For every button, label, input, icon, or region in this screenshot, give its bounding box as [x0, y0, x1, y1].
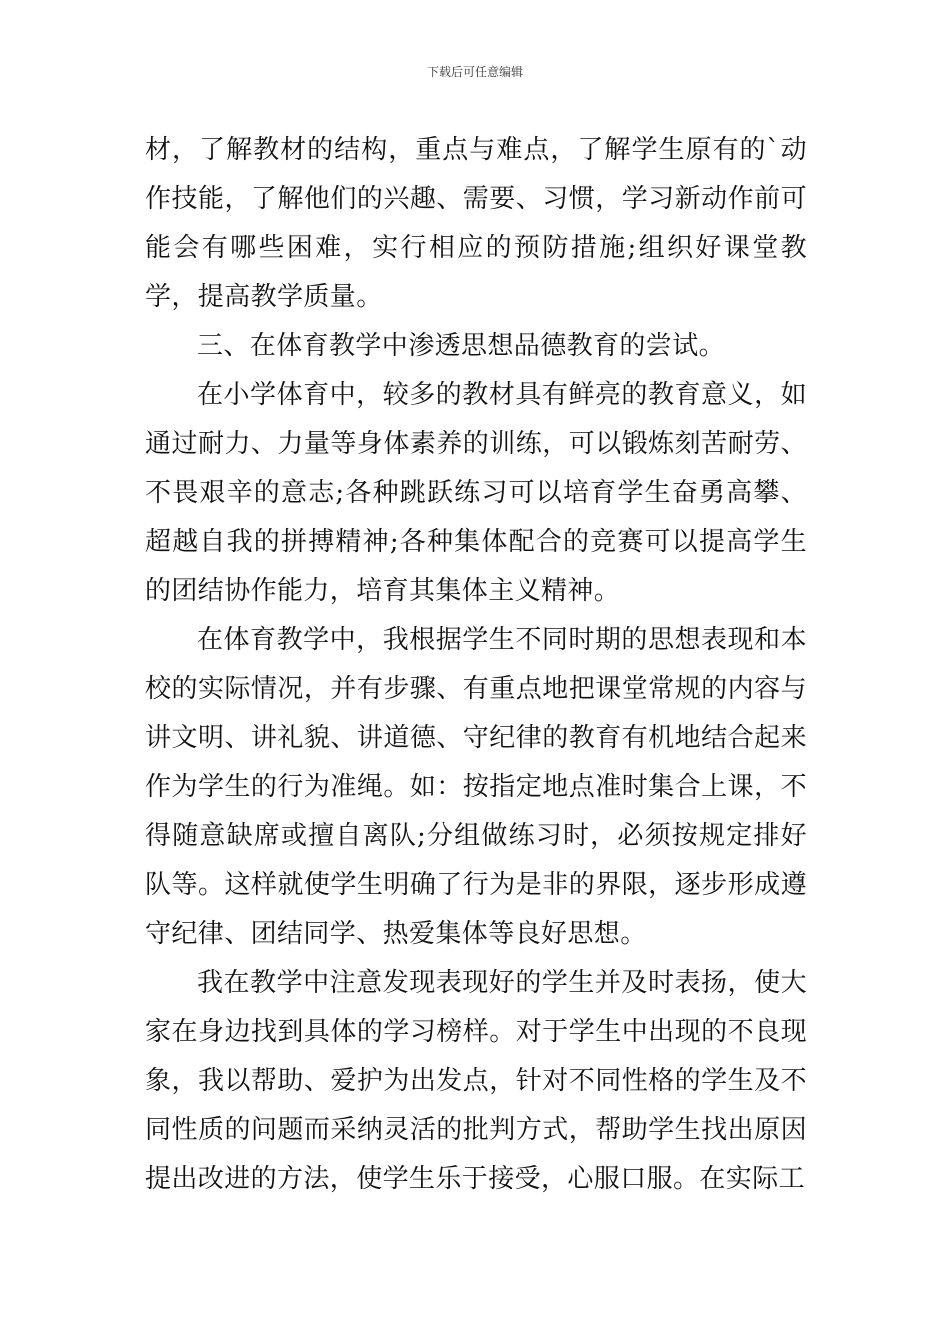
page-header: 下载后可任意编辑 — [426, 65, 523, 79]
paragraph: 在体育教学中，我根据学生不同时期的思想表现和本校的实际情况，并有步骤、有重点地把课堂常规的内容与讲文明、讲礼貌、讲道德、守纪律的教育有机地结合起来作为学生的行为准绳。如：按指定地点准时集合上课，不得随意缺席或擅自离队;分组做练习时，必须按规定排好队等。这样就使学生明确了行为是非的界限，逐步形成遵守纪律、团结同学、热爱集体等良好思想。 — [145, 625, 807, 949]
paragraph: 在小学体育中，较多的教材具有鲜亮的教育意义，如通过耐力、力量等身体素养的训练，可以锻炼刻苦耐劳、不畏艰辛的意志;各种跳跃练习可以培育学生奋勇高攀、超越自我的拼搏精神;各种集体配合的竞赛可以提高学生的团结协作能力，培育其集体主义精神。 — [145, 380, 807, 606]
body-text — [145, 126, 807, 1204]
paragraph-continuation: 材，了解教材的结构，重点与难点，了解学生原有的`动作技能，了解他们的兴趣、需要、习惯，学习新动作前可能会有哪些困难，实行相应的预防措施;组织好课堂教学，提高教学质量。 — [145, 135, 807, 312]
paragraph: 我在教学中注意发现表现好的学生并及时表扬，使大家在身边找到具体的学习榜样。对于学生中出现的不良现象，我以帮助、爱护为出发点，针对不同性格的学生及不同性质的问题而采纳灵活的批判方式，帮助学生找出原因提出改进的方法，使学生乐于接受，心服口服。在实际工 — [145, 968, 807, 1194]
section-heading: 三、在体育教学中渗透思想品德教育的尝试。 — [197, 331, 726, 361]
